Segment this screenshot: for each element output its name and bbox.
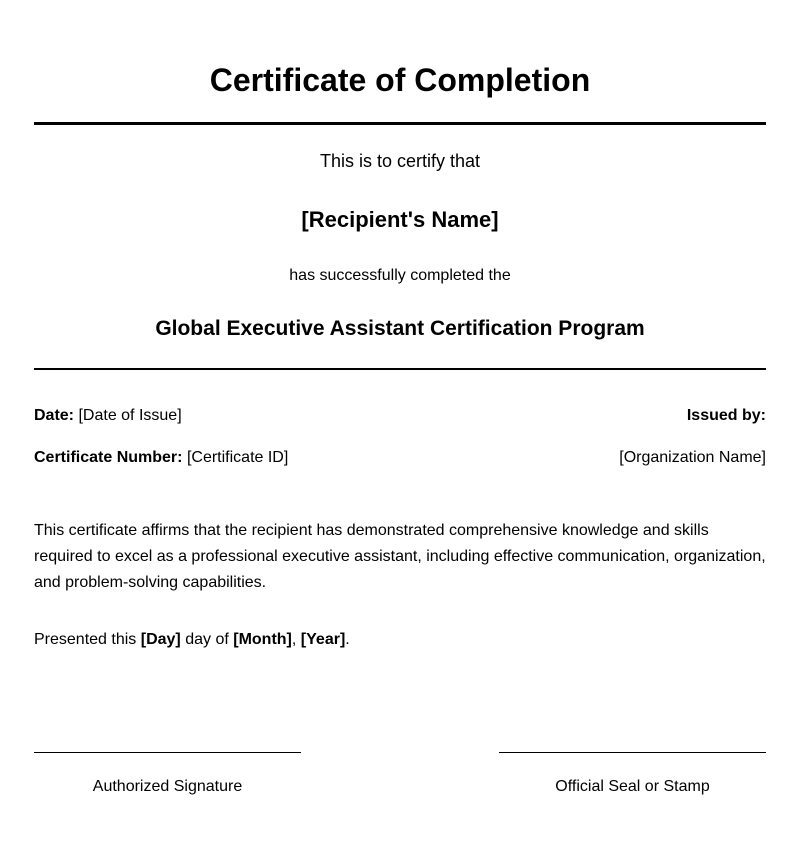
issued-by-label — [687, 406, 766, 426]
recipient-name: [Recipient's Name] — [301, 207, 499, 232]
signature-line — [34, 752, 301, 753]
organization-name-text: [Organization Name] — [619, 449, 766, 466]
presented-prefix: Presented this — [34, 631, 137, 648]
certify-text: This is to certify that — [319, 151, 481, 171]
certificate-number-value: [Certificate ID] — [186, 449, 289, 466]
section-divider — [34, 368, 766, 370]
date-field — [34, 406, 182, 426]
presented-day: [Day] — [140, 631, 181, 648]
title-divider — [34, 122, 766, 125]
presented-comma: , — [291, 631, 297, 648]
certificate-number-field — [34, 448, 288, 468]
date-value: [Date of Issue] — [78, 407, 182, 424]
date-label: Date: — [34, 407, 75, 424]
program-name: Global Executive Assistant Certification Program — [155, 317, 645, 340]
seal-line — [499, 752, 766, 753]
issued-by-label-text: Issued by: — [686, 407, 766, 424]
certificate-title: Certificate of Completion — [209, 62, 591, 98]
certificate-number-label: Certificate Number: — [34, 449, 183, 466]
presented-year: [Year] — [300, 631, 346, 648]
organization-name — [619, 448, 766, 468]
seal-stamp-label: Official Seal or Stamp — [555, 778, 710, 795]
presented-month: [Month] — [233, 631, 292, 648]
presented-line — [34, 630, 350, 650]
completed-text: has successfully completed the — [289, 267, 511, 284]
authorized-signature-label: Authorized Signature — [92, 778, 243, 795]
presented-end: . — [345, 631, 350, 648]
presented-mid: day of — [185, 631, 229, 648]
certificate-description: This certificate affirms that the recipient has demonstrated comprehensive knowledge and skills required to excel as a professional executive assistant, including effective communication, organization, and problem-solving capabilities. — [34, 522, 766, 591]
